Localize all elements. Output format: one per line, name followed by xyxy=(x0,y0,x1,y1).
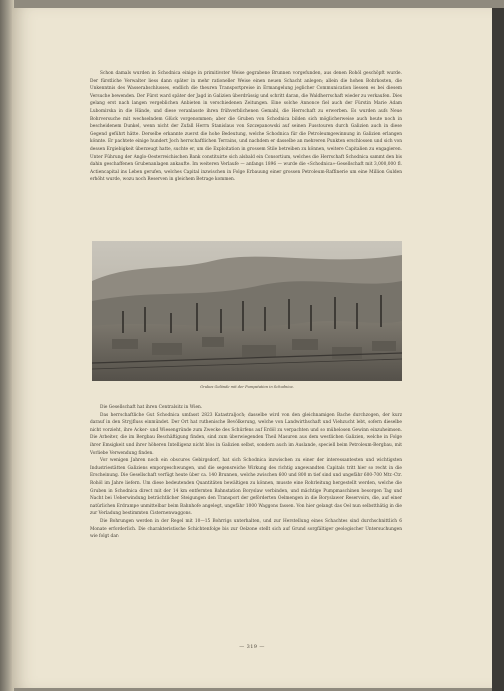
lower-text-block xyxy=(90,404,402,541)
paragraph: Die Bohrungen werden in der Regel mit 10—15 Bohrrigs unterhalten, und zur Herstellung eines Schachtes sind durchschnittlich 6 Monate erforderlich. Die charakteristische Schichtenfolge bis zur Oelzone stellt sich auf Grund sorgfältiger geologischer Untersuchungen wie folgt dar: xyxy=(90,518,402,540)
paragraph: Vor wenigen Jahren noch ein obscures Gebirgsdorf, hat sich Schodnica inzwischen zu einer der interessantesten und wichtigsten Industriestätten Galiziens emporgeschwungen, und die segensreiche Wirkung des richtig angewandten Capitals tritt hier so recht in die Erscheinung. Die Gesellschaft verfügt heute über ca. 140 Brunnen, welche zwischen 600 und 800 m tief sind und ungefähr 600-700 Mtr.-Ctr. Rohöl im Jahre liefern. Um diese bedeutenden Quantitäten bewältigen zu können, musste eine Rohrleitung hergestellt werden, welche die Gruben in Schodnica direct mit der 14 km entfernten Bahnstation Boryslaw verbinden, und mächtige Pumpmaschinen besorgen Tag und Nacht bei Ueberwindung beträchtlicher Steigungen den Transport der geförderten Oelmengen in die Boryslawer Reservoirs, die, auf einer natürlichen Erdrampe unmittelbar beim Bahnhofe angelegt, ungefähr 1000 Waggons fassen. Von hier gelangt das Oel nun selbstthätig in die zur Verladung bestimmten Cisternenwaggons. xyxy=(90,458,402,517)
paragraph: Das herrschaftliche Gut Schodnica umfasst 2823 Katastraljoch; dasselbe wird von den gleichnamigen Bache durchzogen, der kurz darauf in den Stryjfluss einmündet. Der Ort hat ruthenische Bevölkerung, welche von Landwirthschaft und Viehzucht lebt, sofern dieselbe nicht vorzieht, ihre Acker- und Wiesengründe zum Zwecke des Schürfens auf Erdöl zu verpachten und so mühelosen Gewinn einzuheimsen. Die Arbeiter, die im Bergbau Beschäftigung finden, sind zum überwiegenden Theil Masuren aus dem westlichen Galizien, welche in Folge ihrer Emsigkeit und ihrer höheren Intelligenz nicht blos in Galizien selbst, sondern auch im Auslande, speciell beim Petroleum-Bergbau, mit Vorliebe Verwendung finden. xyxy=(90,412,402,456)
oilfield-landscape-image xyxy=(92,241,402,381)
page-number: — 319 — xyxy=(239,644,265,650)
paragraph: Die Gesellschaft hat ihren Centralsitz in Wien. xyxy=(100,405,203,410)
page-edge xyxy=(492,8,504,691)
paragraph: Schon damals wurden in Schodnica einige in primitivster Weise gegrabene Brunnen vorgefunden, aus denen Rohöl geschöpft wurde. Der fürstliche Verwalter liess dann später in mehr rationeller Weise einen neuen Schacht anlegen; allein die hohen Bohrkosten, die Unkenntnis des Wasserabschlusses, endlich die theuren Transportpreise in Ermangelung jeglicher Communication liessen es bei diesem Versuche bewenden. Der Fürst ward später der Jagd in Galizien überdrüssig und schritt daran, die Waldherrschaft wieder zu verkaufen. Dies gelang erst nach langen vergeblichen Anbieten in verschiedenen Zeitungen. Eine solche Annonce fiel auch der Fürstin Marie Adam Lubomirska in die Hände, und diese veranlasste ihren frühverblichenen Gemahl, die Herrschaft zu erwerben. Es wurden aufs Neue Bohrversuche mit wechselndem Glück vorgenommen; aber die Gruben von Schodnica bilden sich möglicherweise auch heute noch in bescheidenem Dunkel, wenn nicht der Zufall Herrn Stanislaus von Szczepanowski auf seinen Fusstouren durch Galizien auch in diese Gegend geführt hätte. Derselbe erkannte zuerst die hohe Bedeutung, welche Schodnica für die Petroleumgewinnung in Galizien erlangen könnte. Er pachtete einige hundert Joch herrschaftlichen Terrains, und nachdem er dasselbe an mehreren Punkten erschlossen und sich von dessen Ergiebigkeit überzeugt hatte, suchte er, um die Exploitation in grossem Stile betreiben zu können, weitere Capitalien zu engagieren. Unter Führung der Anglo-Oesterreichischen Bank constituirte sich alsbald ein Consortium, welches die Herrschaft Schodnica sammt den bis dahin geschaffenen Grubenanlagen ankaufte. Im weiteren Verlaufe — anfangs 1896 — wurde die «Schodnica»-Gesellschaft mit 3,000,000 fl. Actiencapital ins Leben gerufen, welches Capital inzwischen in Folge Erbauung einer grossen Petroleum-Raffinerie um eine Million Gulden erhöht wurde, wozu noch Reserven in gleichem Betrage kommen. xyxy=(90,71,402,183)
oilfield-photograph xyxy=(92,241,402,381)
upper-text-block xyxy=(90,70,402,184)
photo-caption: Grubes Gelände mit der Pumpstation in Schodnica. xyxy=(200,385,294,389)
